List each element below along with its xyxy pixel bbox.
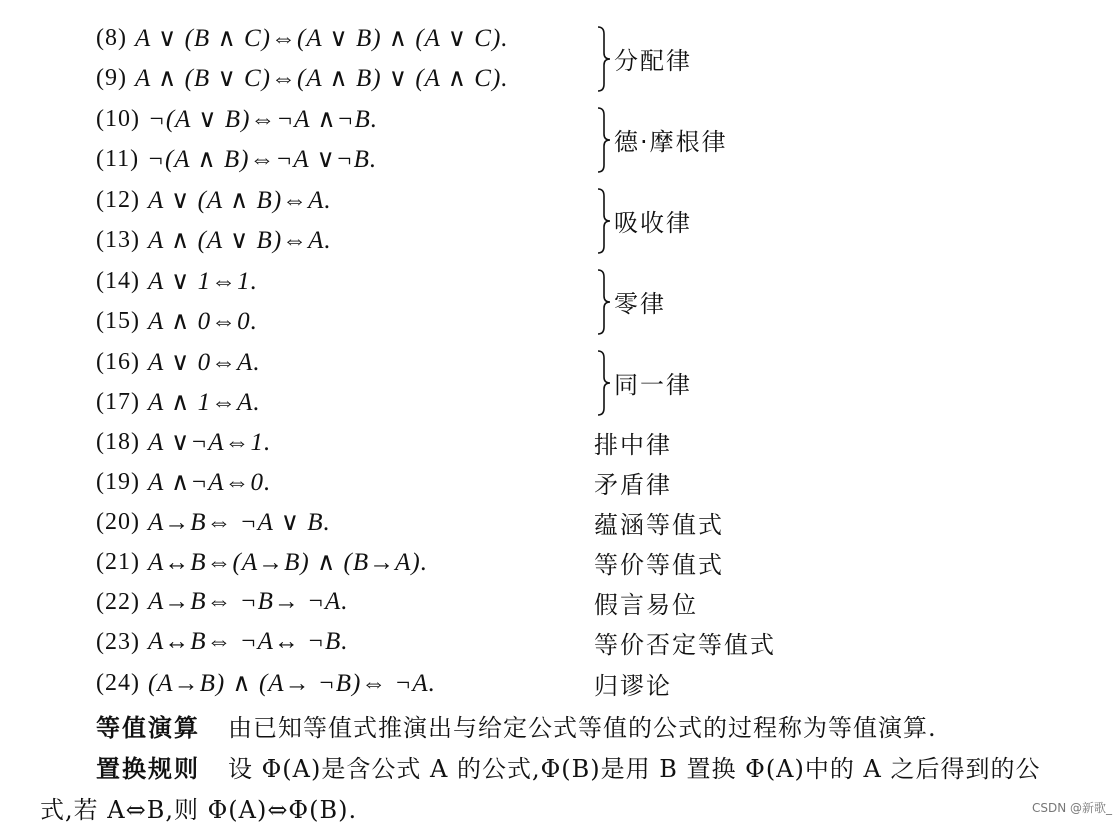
term-title: 置换规则 — [96, 755, 200, 783]
law-name: 排中律 — [594, 430, 672, 459]
formula-row — [96, 180, 332, 220]
law-name-distributive: 分配律 — [614, 46, 692, 75]
formula-row — [96, 382, 261, 422]
law-name-identity: 同一律 — [614, 370, 692, 399]
formula-number: (8) — [96, 24, 127, 51]
formula-text: A ∧ (B ∨ C)⇔(A ∧ B) ∨ (A ∧ C). — [134, 65, 509, 92]
formula-number: (24) — [96, 669, 140, 696]
right-brace — [596, 350, 612, 416]
law-name-domination: 零律 — [614, 289, 666, 318]
formula-text: A ∨ 1⇔1. — [147, 268, 258, 295]
formula-text: A ∨ (B ∧ C)⇔(A ∨ B) ∧ (A ∨ C). — [134, 25, 509, 52]
formula-row — [96, 301, 258, 341]
watermark: CSDN @新歌_ — [1031, 801, 1112, 815]
formula-text: A ∨ (A ∧ B)⇔A. — [147, 187, 332, 214]
paragraph-equivalent-calculus — [96, 708, 937, 743]
formula-number: (10) — [96, 105, 140, 132]
formula-text: (A→B) ∧ (A→ ¬B)⇔ ¬A. — [147, 670, 436, 697]
right-brace — [596, 107, 612, 173]
formula-row — [96, 502, 331, 542]
paragraph-continuation: 式,若 A⇔B,则 Φ(A)⇔Φ(B). — [40, 796, 358, 824]
paragraph-text: 设 Φ(A)是含公式 A 的公式,Φ(B)是用 B 置换 Φ(A)中的 A 之后得到的公 — [228, 755, 1041, 783]
formula-number: (14) — [96, 267, 140, 294]
formula-row — [96, 582, 349, 622]
formula-text: A ∨¬A⇔1. — [147, 429, 272, 456]
formula-number: (15) — [96, 307, 140, 334]
formula-number: (21) — [96, 548, 140, 575]
formula-number: (17) — [96, 388, 140, 415]
law-name-de-morgan: 德·摩根律 — [614, 127, 728, 156]
law-name: 蕴涵等值式 — [594, 510, 724, 539]
formula-row — [96, 622, 349, 662]
formula-number: (12) — [96, 186, 140, 213]
formula-row — [96, 422, 271, 462]
formula-number: (11) — [96, 145, 140, 172]
right-brace — [596, 188, 612, 254]
formula-number: (23) — [96, 628, 140, 655]
law-name: 假言易位 — [594, 590, 698, 619]
formula-row — [96, 139, 377, 179]
formula-text: A↔B⇔(A→B) ∧ (B→A). — [147, 549, 428, 576]
paragraph-replacement-rule — [96, 749, 1040, 784]
right-brace — [596, 269, 612, 335]
formula-text: A ∧ (A ∨ B)⇔A. — [147, 227, 332, 254]
formula-number: (13) — [96, 226, 140, 253]
formula-number: (22) — [96, 588, 140, 615]
term-title: 等值演算 — [96, 714, 200, 742]
formula-text: A ∧ 0⇔0. — [147, 308, 258, 335]
formula-text: A ∨ 0⇔A. — [147, 349, 261, 376]
formula-row — [96, 342, 261, 382]
formula-number: (19) — [96, 468, 140, 495]
formula-text: ¬(A ∧ B)⇔¬A ∨¬B. — [147, 146, 378, 173]
paragraph-text: 由已知等值式推演出与给定公式等值的公式的过程称为等值演算. — [228, 714, 937, 742]
law-name: 归谬论 — [594, 671, 672, 700]
law-name: 等价否定等值式 — [594, 630, 776, 659]
right-brace — [596, 26, 612, 92]
formula-row — [96, 462, 271, 502]
formula-row — [96, 220, 332, 260]
formula-row — [96, 261, 258, 301]
formula-text: A→B⇔ ¬A ∨ B. — [147, 509, 331, 536]
formula-number: (16) — [96, 348, 140, 375]
formula-text: A→B⇔ ¬B→ ¬A. — [147, 588, 349, 615]
formula-number: (18) — [96, 428, 140, 455]
formula-text: A ∧¬A⇔0. — [147, 469, 272, 496]
formula-row — [96, 18, 509, 58]
law-name-absorption: 吸收律 — [614, 208, 692, 237]
formula-text: A ∧ 1⇔A. — [147, 389, 261, 416]
formula-number: (20) — [96, 508, 140, 535]
formula-row — [96, 99, 378, 139]
formula-text: A↔B⇔ ¬A↔ ¬B. — [147, 628, 349, 655]
formula-row — [96, 58, 509, 98]
formula-number: (9) — [96, 64, 127, 91]
formula-text: ¬(A ∨ B)⇔¬A ∧¬B. — [147, 106, 379, 133]
formula-row — [96, 542, 428, 582]
law-name: 等价等值式 — [594, 550, 724, 579]
law-name: 矛盾律 — [594, 470, 672, 499]
formula-row — [96, 663, 436, 703]
